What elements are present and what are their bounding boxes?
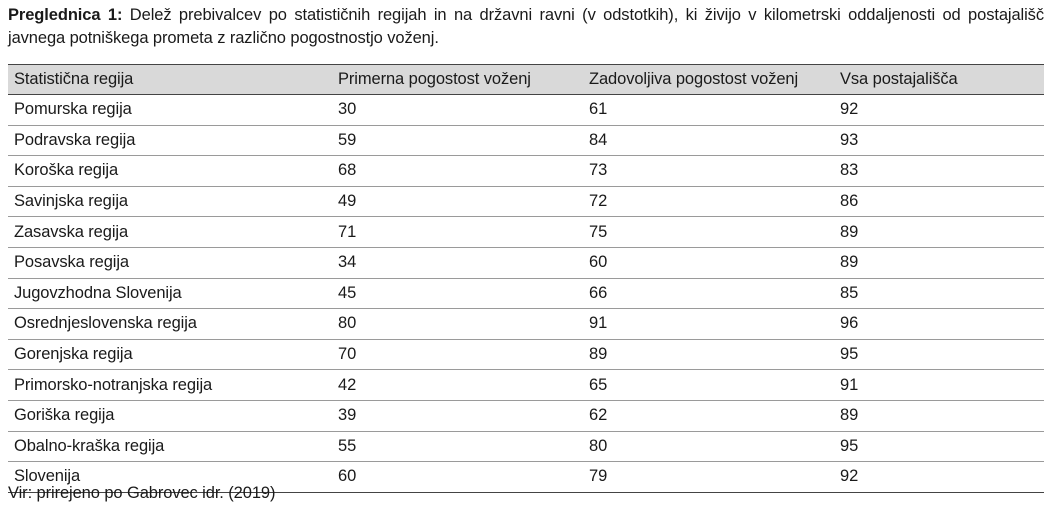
cell-all-stops: 95: [834, 431, 1044, 462]
table-caption: [8, 4, 1044, 50]
cell-suitable-frequency: 39: [332, 400, 583, 431]
cell-all-stops: 92: [834, 462, 1044, 493]
table-row: [8, 186, 1044, 217]
cell-all-stops: 85: [834, 278, 1044, 309]
table-row: [8, 339, 1044, 370]
cell-adequate-frequency: 75: [583, 217, 834, 248]
cell-region: Savinjska regija: [8, 186, 332, 217]
cell-all-stops: 93: [834, 125, 1044, 156]
cell-all-stops: 86: [834, 186, 1044, 217]
cell-region: Posavska regija: [8, 247, 332, 278]
cell-adequate-frequency: 84: [583, 125, 834, 156]
cell-all-stops: 83: [834, 156, 1044, 187]
cell-all-stops: 91: [834, 370, 1044, 401]
cell-suitable-frequency: 30: [332, 95, 583, 126]
cell-all-stops: 89: [834, 217, 1044, 248]
cell-suitable-frequency: 59: [332, 125, 583, 156]
cell-adequate-frequency: 61: [583, 95, 834, 126]
cell-all-stops: 89: [834, 400, 1044, 431]
cell-adequate-frequency: 73: [583, 156, 834, 187]
table-row: [8, 95, 1044, 126]
table-row: [8, 247, 1044, 278]
cell-region: Gorenjska regija: [8, 339, 332, 370]
cell-adequate-frequency: 62: [583, 400, 834, 431]
cell-all-stops: 92: [834, 95, 1044, 126]
header-all-stops: Vsa postajališča: [834, 65, 1044, 95]
cell-region: Slovenija: [8, 462, 332, 493]
table-row: [8, 400, 1044, 431]
cell-region: Koroška regija: [8, 156, 332, 187]
cell-suitable-frequency: 71: [332, 217, 583, 248]
cell-adequate-frequency: 72: [583, 186, 834, 217]
table-row: [8, 370, 1044, 401]
cell-region: Obalno-kraška regija: [8, 431, 332, 462]
cell-region: Goriška regija: [8, 400, 332, 431]
table-header-row: [8, 65, 1044, 95]
cell-region: Primorsko-notranjska regija: [8, 370, 332, 401]
cell-adequate-frequency: 65: [583, 370, 834, 401]
table-row: [8, 125, 1044, 156]
header-suitable-frequency: Primerna pogostost voženj: [332, 65, 583, 95]
cell-adequate-frequency: 80: [583, 431, 834, 462]
cell-suitable-frequency: 49: [332, 186, 583, 217]
table-row: [8, 278, 1044, 309]
table-row: [8, 217, 1044, 248]
cell-region: Podravska regija: [8, 125, 332, 156]
header-region: Statistična regija: [8, 65, 332, 95]
cell-adequate-frequency: 89: [583, 339, 834, 370]
cell-adequate-frequency: 79: [583, 462, 834, 493]
cell-all-stops: 96: [834, 309, 1044, 340]
cell-suitable-frequency: 68: [332, 156, 583, 187]
cell-all-stops: 95: [834, 339, 1044, 370]
cell-suitable-frequency: 55: [332, 431, 583, 462]
cell-adequate-frequency: 66: [583, 278, 834, 309]
cell-region: Osrednjeslovenska regija: [8, 309, 332, 340]
cell-region: Jugovzhodna Slovenija: [8, 278, 332, 309]
header-adequate-frequency: Zadovoljiva pogostost voženj: [583, 65, 834, 95]
cell-suitable-frequency: 34: [332, 247, 583, 278]
cell-suitable-frequency: 70: [332, 339, 583, 370]
cell-suitable-frequency: 60: [332, 462, 583, 493]
table-row: [8, 156, 1044, 187]
region-table: [8, 64, 1044, 493]
cell-suitable-frequency: 42: [332, 370, 583, 401]
cell-adequate-frequency: 60: [583, 247, 834, 278]
table-body: [8, 95, 1044, 493]
source-note: Vir: prirejeno po Gabrovec idr. (2019): [8, 484, 276, 502]
cell-region: Zasavska regija: [8, 217, 332, 248]
table-row: [8, 431, 1044, 462]
caption-text: Delež prebivalcev po statističnih regijah in na državni ravni (v odstotkih), ki živijo v kilometrski oddaljenosti od postajališč javnega potniškega prometa z različno pogostnostjo voženj.: [8, 6, 1044, 47]
cell-all-stops: 89: [834, 247, 1044, 278]
table-row: [8, 309, 1044, 340]
cell-suitable-frequency: 80: [332, 309, 583, 340]
caption-label: Preglednica 1:: [8, 6, 123, 24]
cell-adequate-frequency: 91: [583, 309, 834, 340]
cell-suitable-frequency: 45: [332, 278, 583, 309]
cell-region: Pomurska regija: [8, 95, 332, 126]
